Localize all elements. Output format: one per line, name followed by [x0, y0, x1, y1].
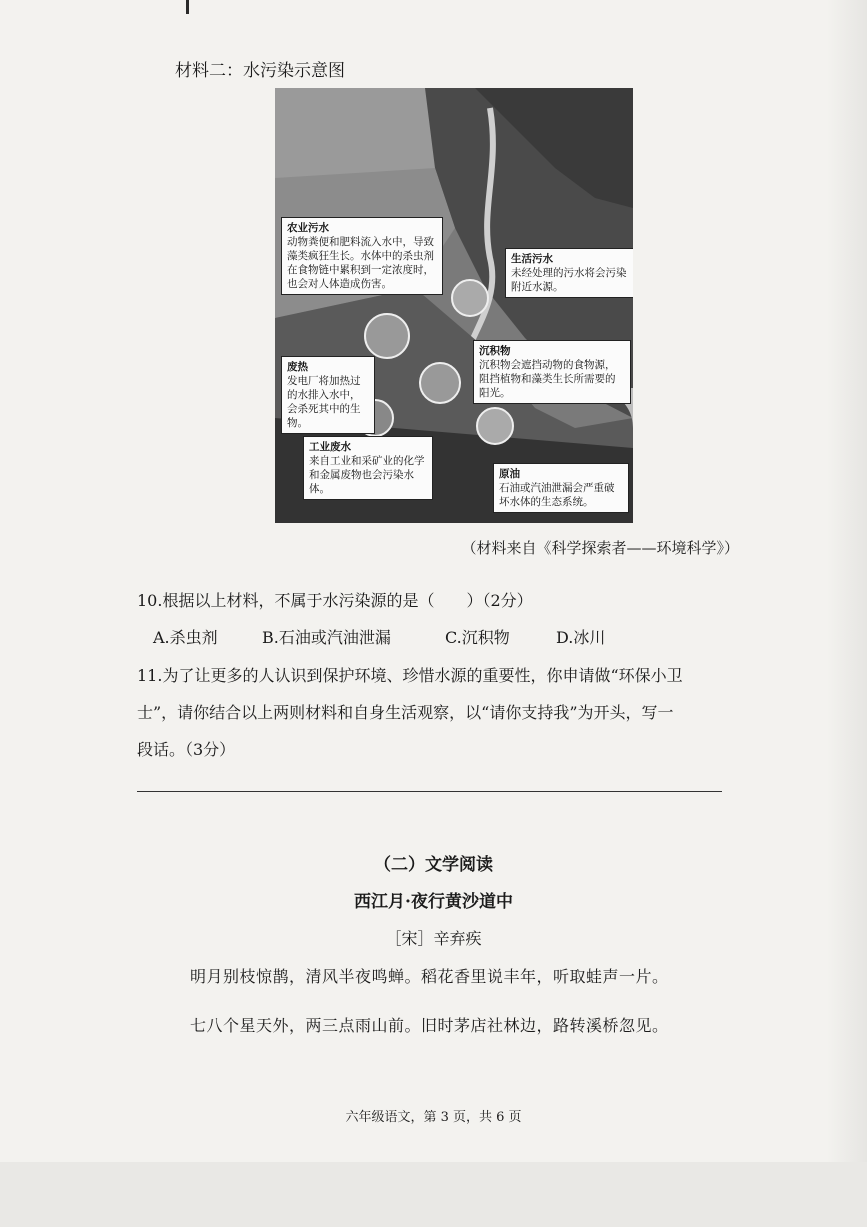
page-edge: [827, 0, 867, 1227]
callout-domestic-sewage: [505, 248, 633, 298]
water-pollution-diagram: [275, 88, 633, 523]
question-11-line-3: 段话。（3分）: [137, 740, 236, 759]
answer-line: [137, 791, 722, 792]
callout-title: 废热: [287, 361, 308, 373]
callout-sediment: [473, 340, 631, 404]
scan-mark: [186, 0, 189, 14]
material-source: （材料来自《科学探索者——环境科学》）: [461, 539, 739, 557]
callout-body: 发电厂将加热过的水排入水中，会杀死其中的生物。: [287, 375, 361, 429]
callout-title: 工业废水: [309, 441, 351, 453]
callout-body: 动物粪便和肥料流入水中，导致藻类疯狂生长。水体中的杀虫剂在食物链中累积到一定浓度时，也会对人体造成伤害。: [287, 236, 434, 290]
callout-agricultural-wastewater: [281, 217, 443, 295]
callout-waste-heat: [281, 356, 375, 434]
question-11-line-2: 士”，请你结合以上两则材料和自身生活观察，以“请你支持我”为开头，写一: [137, 703, 674, 722]
question-11-line-1: 11.为了让更多的人认识到保护环境、珍惜水源的重要性，你申请做“环保小卫: [137, 666, 683, 685]
callout-industrial-wastewater: [303, 436, 433, 500]
poem-line-2: 七八个星天外，两三点雨山前。旧时茅店社林边，路转溪桥忽见。: [190, 1016, 669, 1035]
callout-title: 生活污水: [511, 253, 553, 265]
question-10: 10.根据以上材料，不属于水污染源的是（ ）（2分）: [137, 591, 533, 610]
callout-title: 农业污水: [287, 222, 329, 234]
poem-title: 西江月·夜行黄沙道中: [354, 892, 513, 912]
callout-body: 沉积物会遮挡动物的食物源，阻挡植物和藻类生长所需要的阳光。: [479, 359, 616, 399]
callout-body: 石油或汽油泄漏会严重破坏水体的生态系统。: [499, 482, 615, 508]
callout-crude-oil: [493, 463, 629, 513]
option-d: D.冰川: [556, 628, 606, 647]
option-b: B.石油或汽油泄漏: [262, 628, 391, 647]
poem-line-1: 明月别枝惊鹊，清风半夜鸣蝉。稻花香里说丰年，听取蛙声一片。: [190, 967, 669, 986]
page-footer: 六年级语文，第 3 页，共 6 页: [345, 1110, 522, 1125]
callout-body: 来自工业和采矿业的化学和金属废物也会污染水体。: [309, 455, 425, 495]
callout-title: 原油: [499, 468, 520, 480]
callout-body: 未经处理的污水将会污染附近水源。: [511, 267, 627, 293]
scan-bottom-strip: [0, 1162, 867, 1227]
callout-title: 沉积物: [479, 345, 511, 357]
material-heading: 材料二：水污染示意图: [175, 61, 345, 81]
option-a: A.杀虫剂: [153, 628, 218, 647]
section-title: （二）文学阅读: [374, 855, 493, 875]
poem-author: ［宋］辛弃疾: [385, 929, 482, 948]
option-c: C.沉积物: [445, 628, 510, 647]
